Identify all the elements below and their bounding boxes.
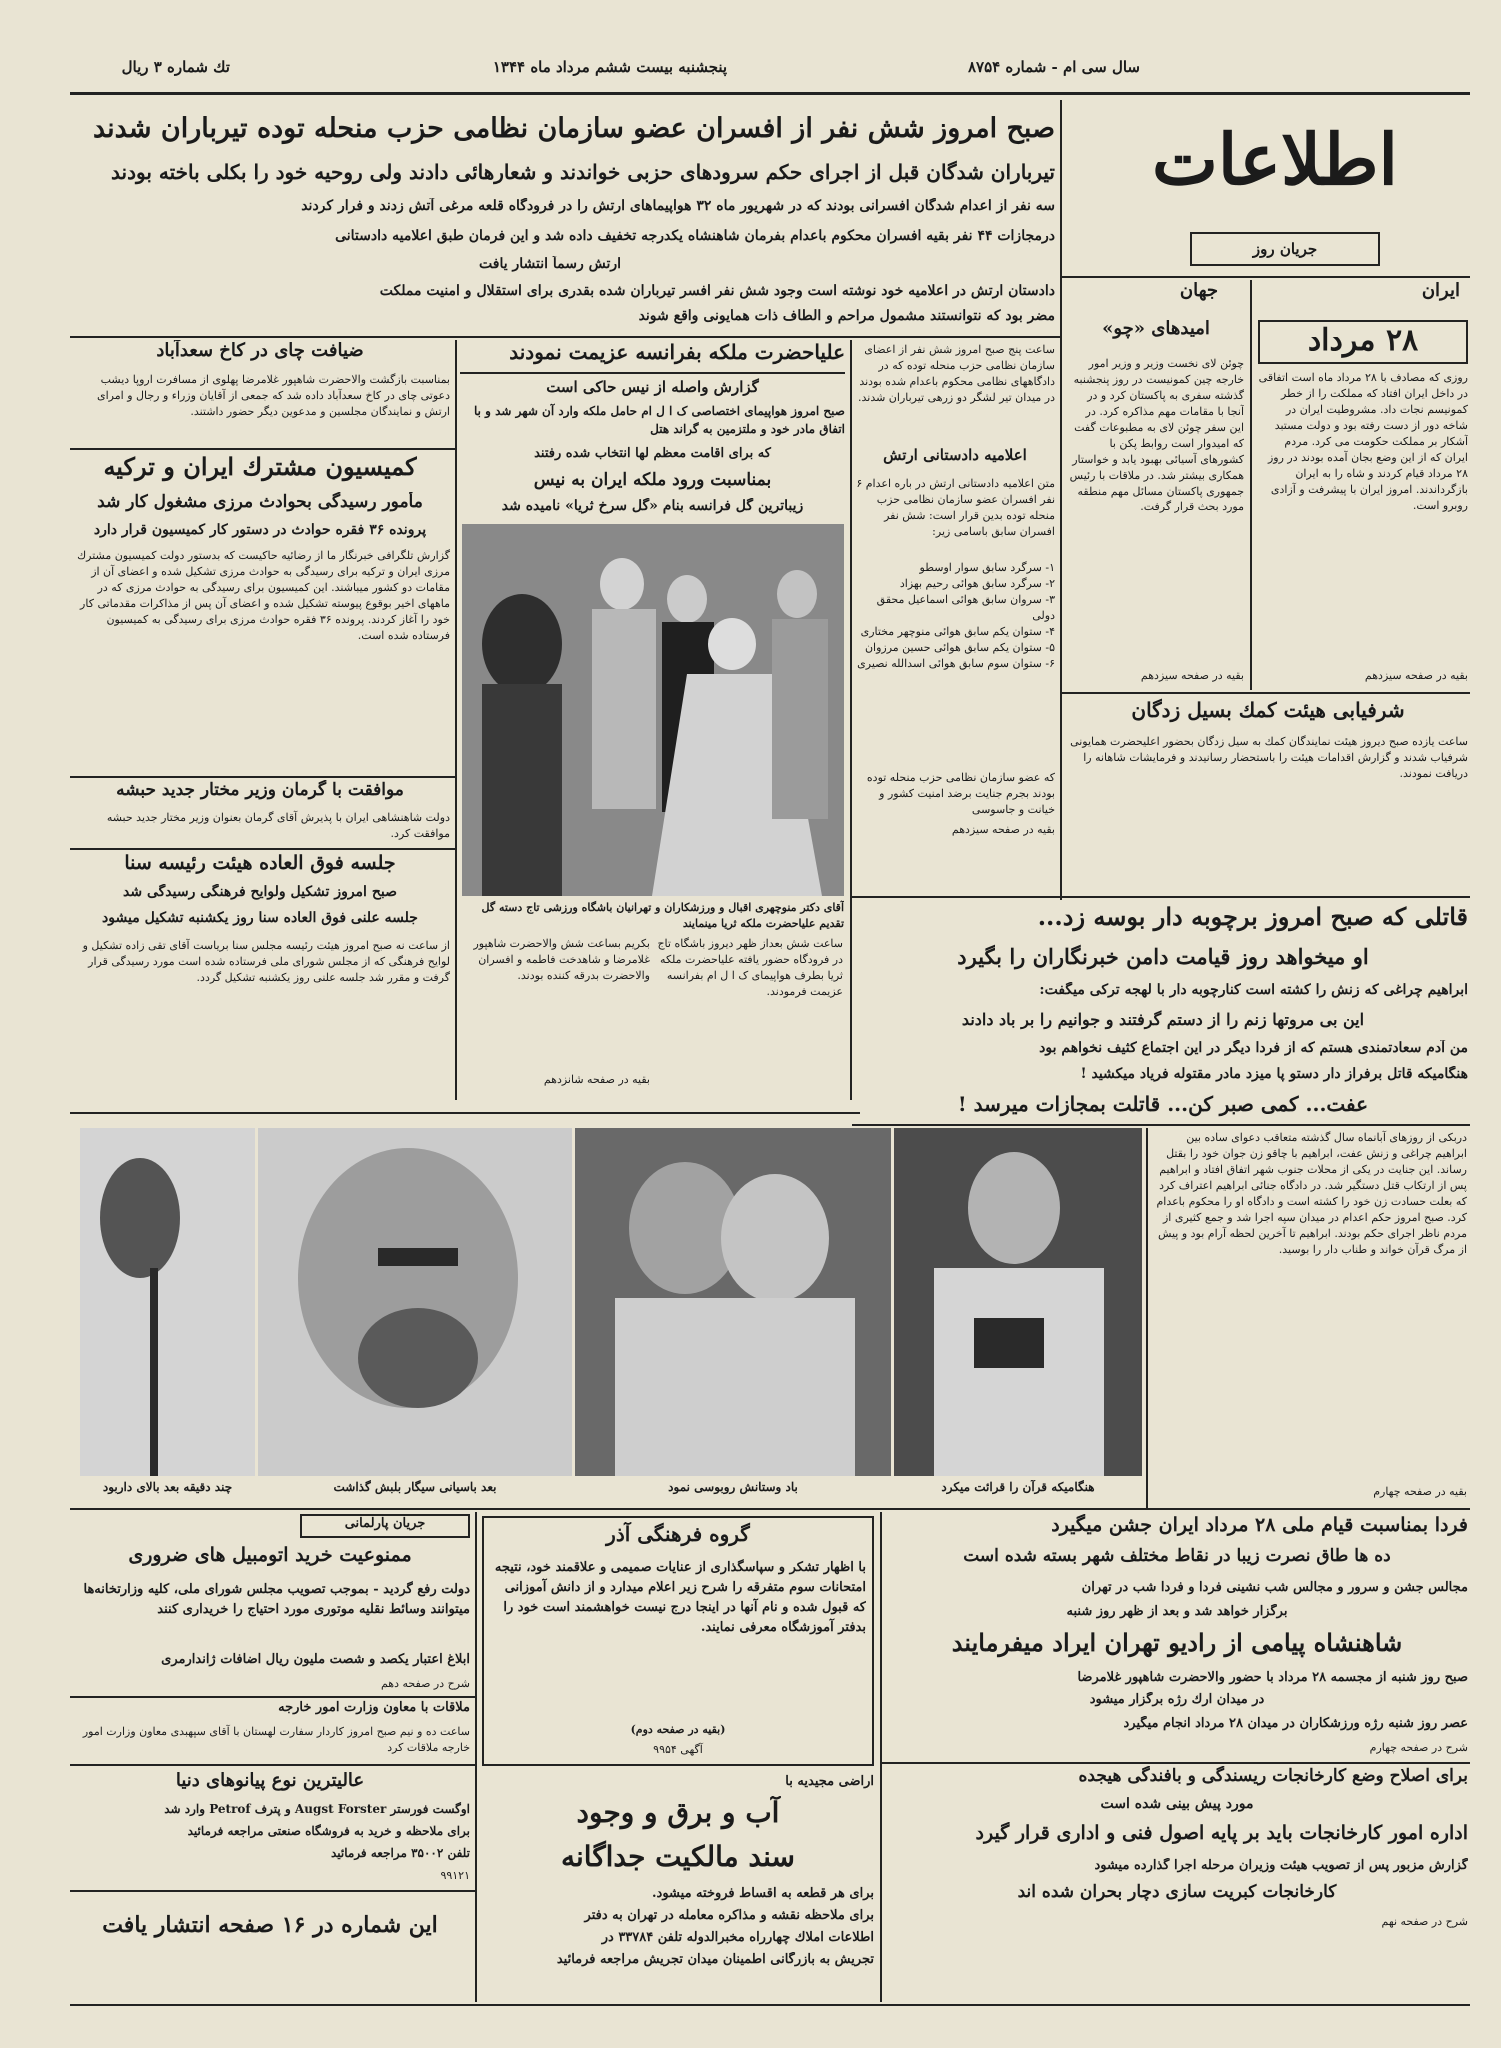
flood-headline: شرفیابی هیئت کمك بسیل زدگان — [1131, 698, 1405, 722]
piano-headline: عالیترین نوع پیانوهای دنیا — [175, 1770, 365, 1791]
festival-line-5: عصر روز شنبه رژه ورزشکاران در میدان ۲۸ مرداد انجام میگیرد — [1123, 1716, 1468, 1731]
tea-body: بمناسبت بازگشت والاحضرت شاهپور غلامرضا پهلوی از مسافرت اروپا دیشب دعوتی چای در کاخ سعدآباد داده شد که جمعی از آقایان وزراء و رجال و امرای ارتش و نمایندگان مجلسین و مدعوین دیگر حضور داشتند. — [97, 373, 450, 418]
photo-caption-4: چند دقیقه بعد بالای داربود — [102, 1480, 233, 1494]
queen-sub: بمناسبت ورود ملکه ایران به نیس — [533, 470, 772, 490]
queen-sub-2: زیباترین گل فرانسه بنام «گل سرخ ثریا» نامیده شد — [501, 498, 804, 514]
list-item: ۱- سرگرد سابق سوار اوسطو — [919, 561, 1055, 574]
price: تك شماره ۳ ریال — [121, 58, 230, 76]
factories-line-1: گزارش مزبور پس از تصویب هیئت وزیران مرحله اجرا گذارده میشود — [1094, 1858, 1468, 1873]
parliament-headline: ممنوعیت خرید اتومبیل های ضروری — [128, 1544, 412, 1566]
tea-headline: ضیافت چای در کاخ سعدآباد — [156, 340, 364, 361]
water-line-3: اطلاعات املاك چهارراه مخبرالدوله تلفن ۳۳۷۸۴ در — [601, 1930, 874, 1945]
factories-sub: مورد پیش بینی شده است — [1100, 1796, 1254, 1812]
parliament-body: دولت رفع گردید - بموجب تصویب مجلس شورای ملی، کلیه وزارتخانه‌ها میتوانند وسائط نقلیه موتوری مورد احتیاج را خریداری کنند — [83, 1582, 470, 1618]
factories-line-2: کارخانجات کبریت سازی دچار بحران شده اند — [1017, 1882, 1337, 1902]
parliament-label: جریان پارلمانی — [300, 1514, 470, 1538]
list-item: ۵- ستوان یکم سابق هوائی حسین مرزوان — [864, 640, 1055, 654]
killer-line-2: این بی مروتها زنم را از دستم گرفتند و جوانیم را بر باد دادند — [961, 1010, 1365, 1029]
piano-code: ۹۹۱۲۱ — [440, 1869, 470, 1882]
photo-caption-3: بعد باسیانی سیگار بلبش گذاشت — [333, 1480, 497, 1494]
photo-gallows — [80, 1128, 255, 1476]
senate-headline: جلسه فوق العاده هیئت رئیسه سنا — [124, 852, 396, 874]
iran-label: ایران — [1421, 280, 1460, 301]
piano-line-1: اوگست فورستر Augst Forster و پترف Petrof وارد شد — [164, 1802, 470, 1816]
culture-more: (بقیه در صفحه دوم) — [630, 1723, 726, 1736]
water-label: اراضی مجیدیه با — [785, 1774, 874, 1789]
mordad-headline: ۲۸ مرداد — [1258, 320, 1468, 364]
lead-subhead: تیرباران شدگان قبل از اجرای حکم سرودهای حزبی خواندند و شعارهائی دادند ولی روحیه خود را بکلی باخته بودند — [111, 160, 1055, 184]
mordad-more: بقیه در صفحه سیزدهم — [1364, 669, 1468, 682]
queen-more: بقیه در صفحه شانزدهم — [543, 1073, 650, 1086]
factories-headline: برای اصلاح وضع كارخانجات ریسندگی و بافندگی هیجده — [1078, 1766, 1468, 1786]
issue-date: پنجشنبه بیست ششم مرداد ماه ۱۳۴۴ — [492, 58, 728, 76]
killer-line-3: من آدم سعادتمندی هستم که از فردا دیگر در این اجتماع کثیف نخواهم بود — [1039, 1040, 1468, 1056]
chou-headline: امیدهای «چو» — [1102, 318, 1210, 339]
visit-body: ساعت ده و نیم صبح امروز کاردار سفارت لهستان با آقای سپهبدی معاون وزارت امور خارجه ملاقات کرد — [82, 1725, 470, 1754]
festival-more: شرح در صفحه چهارم — [1369, 1741, 1468, 1754]
senate-sub-2: جلسه علنی فوق العاده سنا روز یکشنبه تشکیل میشود — [102, 910, 418, 926]
festival-sub: ده ها طاق نصرت زیبا در نقاط مختلف شهر بسته شده است — [963, 1546, 1391, 1566]
ethiopia-headline: موافقت با گرمان وزیر مختار جدید حبشه — [116, 780, 404, 800]
culture-code: آگهی ۹۹۵۴ — [653, 1743, 703, 1756]
queen-col-2: بکریم بساعت شش والاحضرت شاهپور غلامرضا و شاهدخت فاطمه و افسران والاحضرت بدرقه کننده بودند. — [473, 937, 650, 982]
water-headline: آب و برق و وجود — [576, 1796, 780, 1829]
flood-body: ساعت یازده صبح دیروز هیئت نمایندگان کمك به سیل زدگان بحضور اعلیحضرت همایونی شرفیاب شدند و گزارش اقدامات هیئت را باستحضار رسانیدند و فرمایشات شاهانه را دریافت نمودند. — [1070, 735, 1468, 780]
lead-line-4: دادستان ارتش در اعلامیه خود نوشته است وجود شش نفر افسر تیرباران شده بقدری برای استقلال و امنیت مملکت — [379, 283, 1055, 299]
photo-kiss — [575, 1128, 891, 1476]
water-line-4: تجریش به بازرگانی اطمینان میدان تجریش مراجعه فرمائید — [556, 1952, 874, 1967]
killer-line-4: هنگامیکه قاتل برفراز دار دستو پا میزد مادر مقتوله فریاد میکشید ! — [1080, 1066, 1468, 1082]
execution-intro: ساعت پنج صبح امروز شش نفر از اعضای سازمان نظامی حزب منحله توده که در دادگاههای نظامی محکوم باعدام شده بودند در میدان تیر لشگر دو زرهی تیرباران شدند. — [857, 343, 1055, 404]
mordad-body: روزی که مصادف با ۲۸ مرداد ماه است اتفاقی در داخل ایران افتاد که مملکت را از خطر کمونیسم نجات داد. مشروطیت ایران در شاخه دور از دست رفته بود و دولت مستبد آشکار بر مملکت حکومت می کرد. مردم ایران که از این وضع بجان آمده بودند در روز ۲۸ مرداد قیام کردند و شاه را به ایران بازگرداندند. امروز ایران با پیشرفت و آزادی روبرو است. — [1258, 371, 1468, 512]
list-item: ۲- سرگرد سابق هوائی رحیم بهزاد — [899, 576, 1055, 590]
commission-sub: مأمور رسیدگی بحوادث مرزی مشغول كار شد — [97, 492, 423, 512]
factories-big: اداره امور كارخانجات باید بر پایه اصول فنی و اداری قرار گیرد — [975, 1822, 1468, 1844]
parliament-more: شرح در صفحه دهم — [380, 1677, 470, 1690]
queen-photo — [462, 524, 844, 896]
lead-line-3: ارتش رسماً انتشار یافت — [479, 256, 621, 272]
queen-line-1: گزارش واصله از نیس حاکی است — [546, 378, 759, 396]
festival-line-2: برگزار خواهد شد و بعد از ظهر روز شنبه — [1066, 1604, 1288, 1619]
festival-line-4: در میدان ارك رژه برگزار میشود — [1089, 1692, 1265, 1707]
festival-headline: فردا بمناسبت قیام ملی ۲۸ مرداد ایران جشن میگیرد — [1051, 1514, 1468, 1536]
lead-line-2: درمجازات ۴۴ نفر بقیه افسران محکوم باعدام بفرمان شاهنشاه یکدرجه تخفیف داده شد و این فرمان طبق اعلامیه دادستانی — [335, 228, 1055, 244]
festival-line-1: مجالس جشن و سرور و مجالس شب نشینی فردا و فردا شب در تهران — [1081, 1580, 1468, 1595]
world-label: جهان — [1179, 280, 1218, 301]
culture-body: با اظهار تشکر و سپاسگذاری از عنایات صمیمی و علاقمند خود، نتیجه امتحانات سوم متفرقه را شرح زیر اعلام میدارد و از دانش آموزانی که قبول شده و نام آنها در اینجا درج نیست خواهشمند است خود را بدفتر آموزشگاه معرفی نمایند. — [494, 1560, 866, 1636]
queen-caption: آقای دکتر منوچهری اقبال و ورزشکاران و تهرانیان باشگاه ورزشی تاج دسته گل تقدیم علیاحضرت ملکه ثریا مینمایند — [481, 901, 844, 930]
lead-line-5: مضر بود که نتوانستند مشمول مراحم و الطاف ذات همایونی واقع شوند — [638, 308, 1055, 324]
killer-line-5: عفت... کمی صبر کن... قاتلت بمجازات میرسد ! — [957, 1092, 1369, 1116]
daily-current-box: جریان روز — [1190, 232, 1380, 266]
list-item: ۶- ستوان سوم سابق هوائی اسدالله نصیری — [857, 656, 1055, 670]
execution-more: بقیه در صفحه سیزدهم — [951, 823, 1055, 836]
execution-title: اعلامیه دادستانی ارتش — [883, 446, 1027, 464]
commission-sub-2: پرونده ۳۶ فقره حوادث در دستور کار کمیسیون قرار دارد — [93, 522, 427, 538]
ethiopia-body: دولت شاهنشاهی ایران با پذیرش آقای گرمان بعنوان وزیر مختار جدید حبشه موافقت کرد. — [106, 811, 450, 840]
issue-number: سال سی ام - شماره ۸۷۵۴ — [967, 58, 1140, 76]
masthead-logo: اطلاعات — [1152, 118, 1398, 201]
photo-quran — [894, 1128, 1142, 1476]
killer-story-more: بقیه در صفحه چهارم — [1373, 1485, 1467, 1498]
photo-caption-1: هنگامیکه قرآن را قرائت میکرد — [941, 1480, 1095, 1494]
piano-line-3: تلفن ۳۵۰۰۲ مراجعه فرمائید — [330, 1846, 470, 1860]
water-line-2: برای ملاحظه نقشه و مذاکره معامله در تهران به دفتر — [584, 1908, 874, 1923]
queen-headline: علیاحضرت ملکه بفرانسه عزیمت نمودند — [460, 340, 845, 374]
commission-body: گزارش تلگرافی خبرنگار ما از رضائیه حاکیست که بدستور دولت کمیسیون مشترك مرزی ایران و ترکیه برای رسیدگی به حوادث مرزی تشکیل شده و اعضای آن از مقامات دو کشور میباشند. این کمیسیون برای رسیدگی به حوادث مرزی که در ماههای اخیر بوقوع پیوسته تشکیل شده و اعضای آن پس از مذاکرات مقدماتی کار خود را آغاز کردند. پرونده ۳۶ فقره حوادث مرزی برای رسیدگی به کمیسیون فرستاده شده است. — [77, 549, 450, 642]
photo-caption-2: باد وستانش روبوسی نمود — [668, 1480, 798, 1494]
chou-body: چوئن لای نخست وزیر و وزیر امور خارجه چین کمونیست در روز پنجشنبه گذشته سفری به پاکستان کرد و در آنجا با مقامات مهم مذاکره کرد. در این سفر چوئن لای به مطبوعات گفت که امیدوار است روابط پکن با کشورهای آسیائی بهبود یابد و خواستار همکاری بیشتر شد. در ملاقات با رئیس جمهوری پاکستان مسائل مهم منطقه مورد بحث قرار گرفت. — [1069, 357, 1244, 514]
killer-story-body: دربکی از روزهای آبانماه سال گذشته متعاقب دعوای ساده بین ابراهیم چراغی و زنش عفت، ابراهیم با چاقو زن جوان خود را بقتل رساند. این جنایت در یکی از محلات جنوب شهر اتفاق افتاد و ابراهیم پس از ارتکاب قتل دستگیر شد. در دادگاه جنائی ابراهیم اعتراف کرد که بعلت حسادت زن خود را کشته است و دادگاه او را محکوم باعدام کرد. صبح امروز حکم اعدام در میدان سپه اجرا شد و جمع کثیری از مردم ناظر اجرای حکم بودند. ابراهیم تا آخرین لحظه آرام بود و پیش از مرگ قرآن خواند و طناب دار را بوسید. — [1156, 1131, 1467, 1256]
piano-line-2: برای ملاحظه و خرید به فروشگاه صنعتی مراجعه فرمائید — [187, 1824, 470, 1838]
chou-more: بقیه در صفحه سیزدهم — [1140, 669, 1244, 682]
lead-headline: صبح امروز شش نفر از افسران عضو سازمان نظامی حزب منحله توده تیرباران شدند — [93, 113, 1055, 144]
list-item: ۴- ستوان یکم سابق هوائی منوچهر مختاری — [860, 624, 1055, 638]
list-item: ۳- سروان سابق هوائی اسماعیل محقق دولی — [876, 592, 1055, 622]
commission-headline: کمیسیون مشترك ایران و تركیه — [103, 452, 417, 481]
queen-line-3: که برای اقامت معظم لها انتخاب شده رفتند — [534, 446, 771, 461]
festival-big: شاهنشاه پیامی از رادیو تهران ایراد میفرمایند — [951, 1628, 1403, 1657]
visit-title: ملاقات با معاون وزارت امور خارجه — [278, 1700, 470, 1715]
execution-names — [855, 560, 1055, 740]
queen-col-1: ساعت شش بعداز ظهر دیروز باشگاه تاج در فرودگاه حضور یافته علیاحضرت ملکه ثریا بطرف هواپیمای ک ا ل ام بفرانسه عزیمت فرمودند. — [657, 937, 843, 998]
killer-sub: او میخواهد روز قیامت دامن خبرنگاران را بگیرد — [957, 944, 1369, 969]
photo-cigarette — [258, 1128, 572, 1476]
queen-line-2: صبح امروز هواپیمای اختصاصی ک ا ل ام حامل ملکه وارد آن شهر شد و با اتفاق مادر خود و ملتزمین به گراند هتل — [473, 404, 845, 436]
execution-text: متن اعلامیه دادستانی ارتش در باره اعدام ۶ نفر افسران عضو سازمان نظامی حزب منحله توده بدین قرار است: شش نفر افسران سابق باسامی زیر: — [856, 477, 1055, 538]
footer-note: این شماره در ۱۶ صفحه انتشار یافت — [102, 1912, 438, 1938]
senate-body: از ساعت نه صبح امروز هیئت رئیسه مجلس سنا بریاست آقای تقی زاده تشکیل و لوایح فرهنگی که از مجلس شورای ملی فرستاده شده است مورد رسیدگی قرار گرفت و مقرر شد جلسه علنی روز یکشنبه تشکیل گردد. — [82, 939, 450, 984]
execution-tail: که عضو سازمان نظامی حزب منحله توده بودند بجرم جنایت برضد امنیت کشور و خیانت و جاسوسی — [866, 771, 1055, 816]
festival-line-3: صبح روز شنبه از مجسمه ۲۸ مرداد با حضور والاحضرت شاهپور غلامرضا — [1077, 1670, 1468, 1685]
water-headline-2: سند مالکیت جداگانه — [560, 1840, 796, 1873]
water-line-1: برای هر قطعه به اقساط فروخته میشود. — [652, 1886, 874, 1901]
culture-headline: گروه فرهنگی آذر — [606, 1522, 750, 1546]
factories-more: شرح در صفحه نهم — [1381, 1915, 1468, 1928]
senate-sub: صبح امروز تشکیل ولوایح فرهنگی رسیدگی شد — [123, 884, 397, 900]
killer-line-1: ابراهیم چراغی که زنش را کشته است کنارچوبه دار با لهجه ترکی میگفت: — [1039, 982, 1468, 998]
killer-headline: قاتلی که صبح امروز برچوبه دار بوسه زد... — [1037, 902, 1468, 931]
parliament-line: ابلاغ اعتبار یکصد و شصت ملیون ریال اضافات ژاندارمری — [161, 1652, 470, 1667]
lead-line-1: سه نفر از اعدام شدگان افسرانی بودند که در شهریور ماه ۳۲ هواپیماهای ارتش را در فرودگاه قلعه مرغی آتش زدند و فرار کردند — [301, 198, 1055, 214]
